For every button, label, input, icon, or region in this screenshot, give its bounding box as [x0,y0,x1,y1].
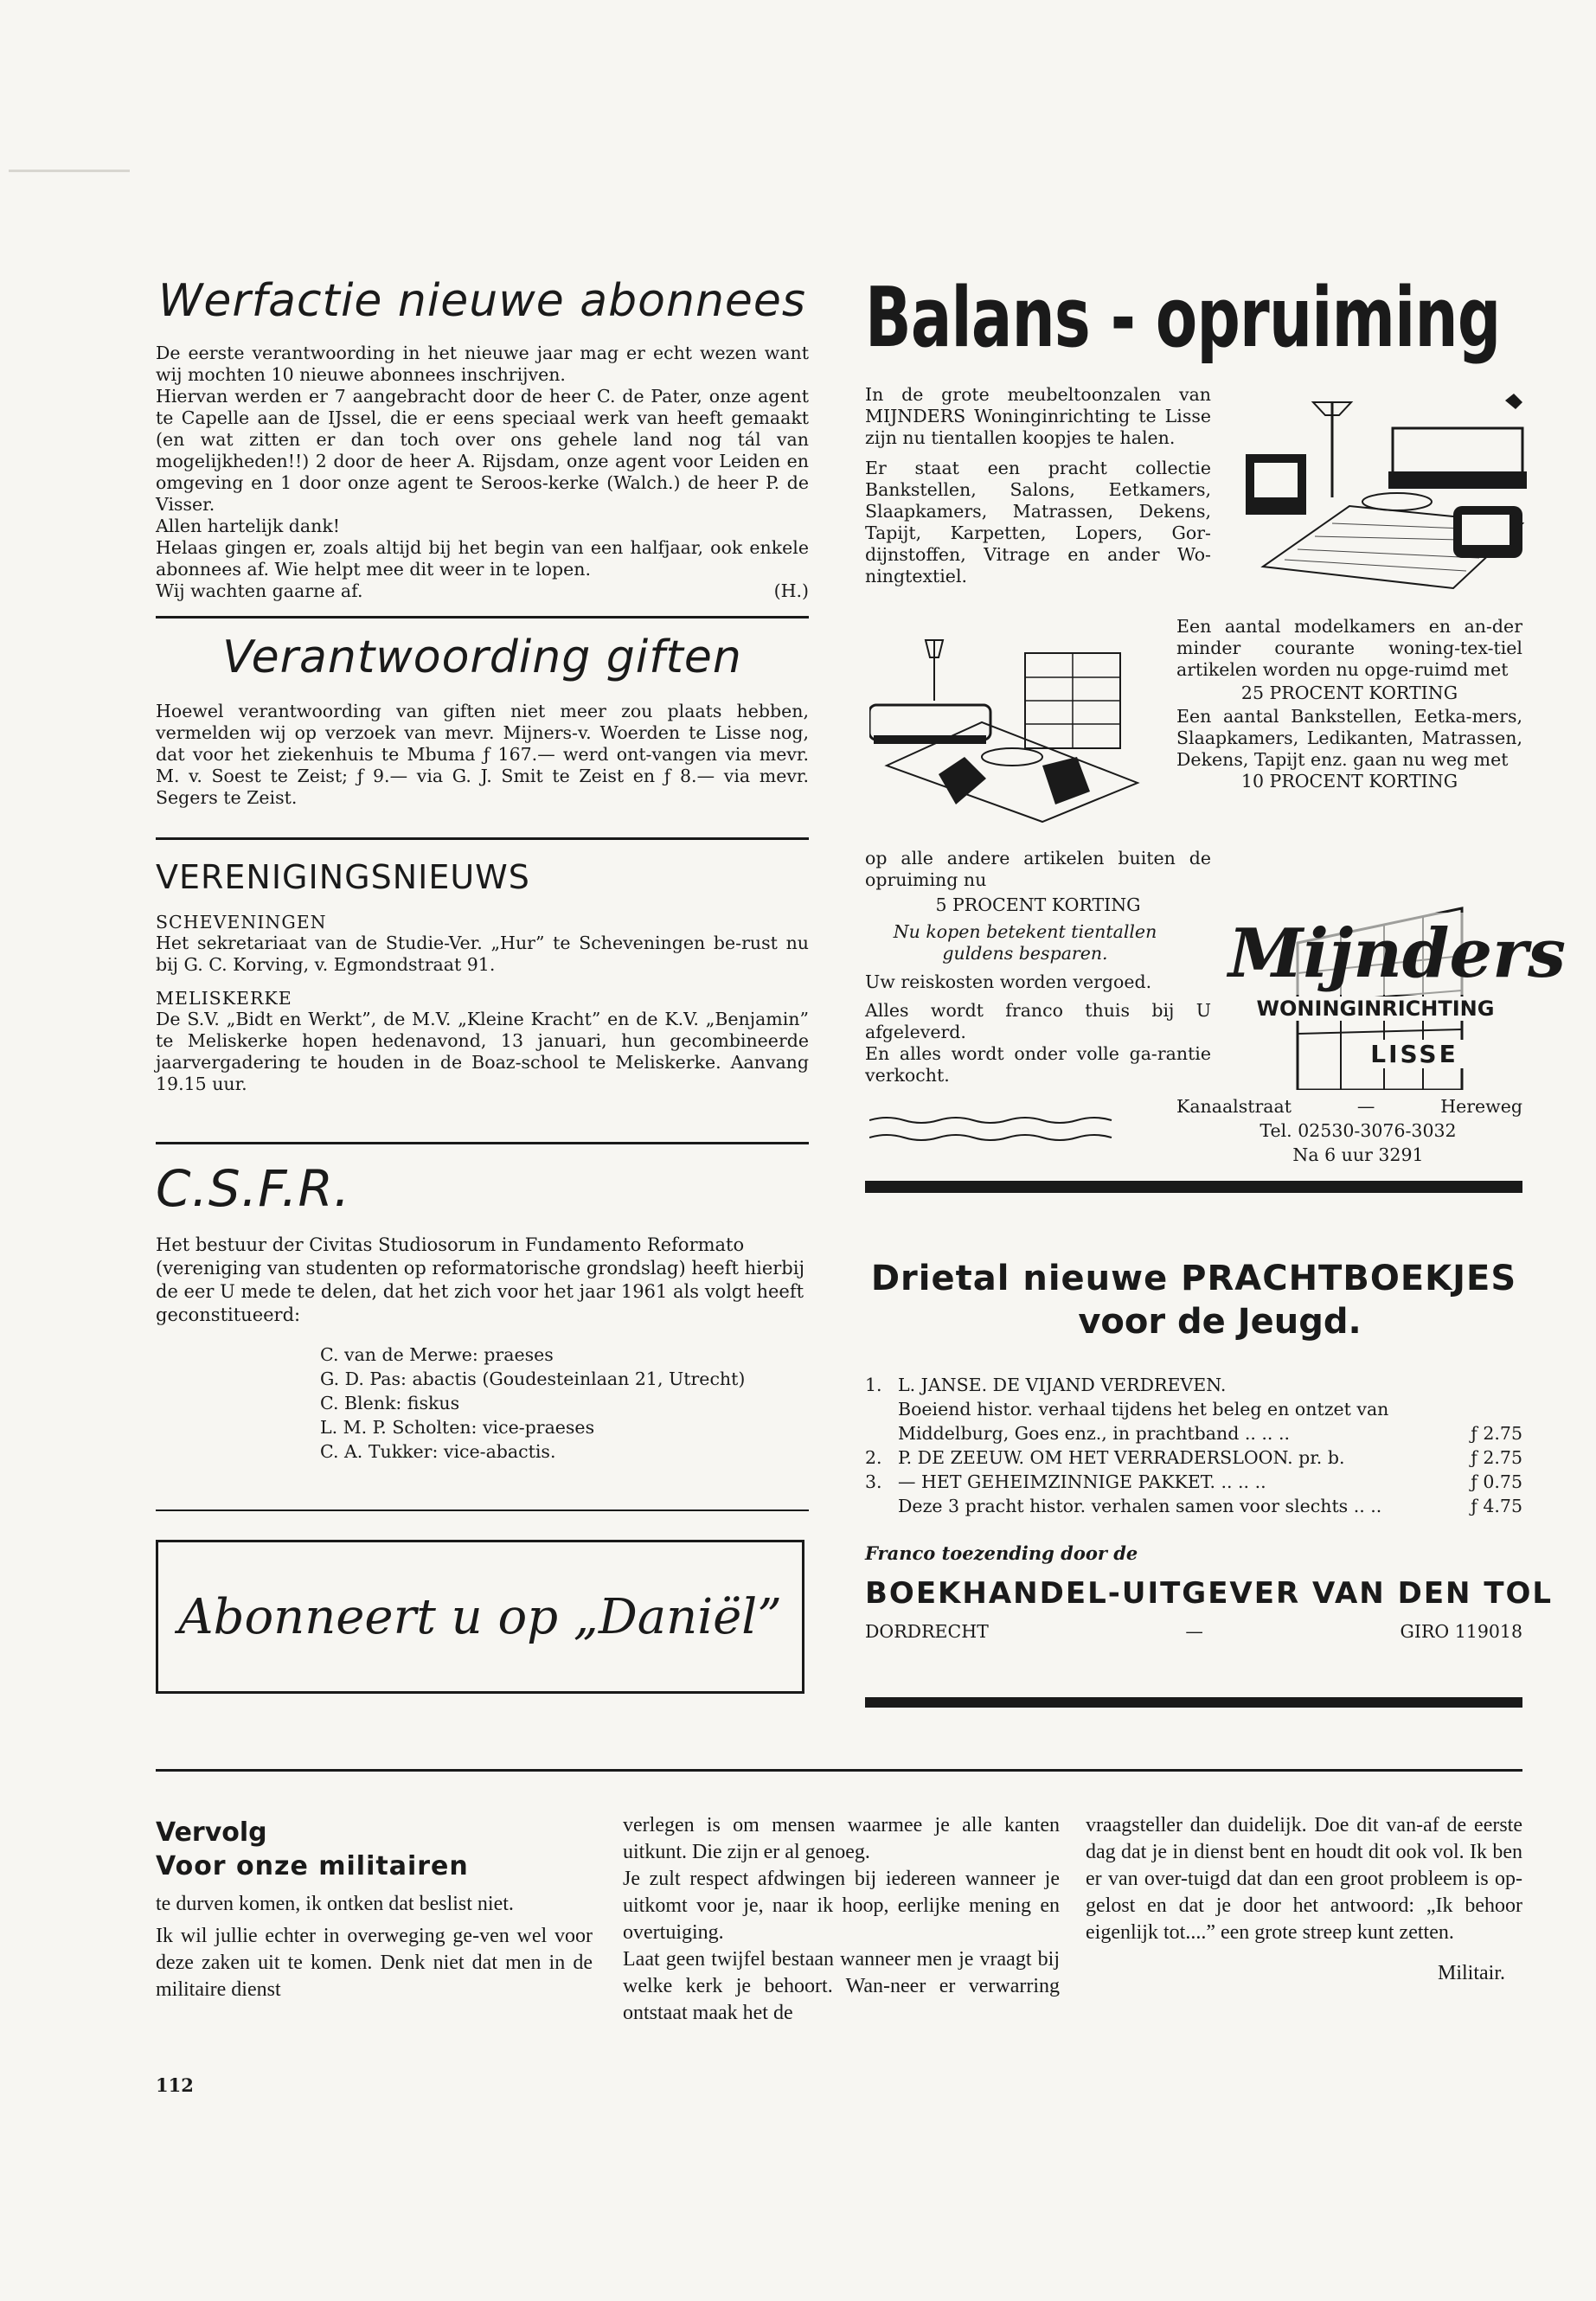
balans-overige [865,848,1211,1086]
balans-p9: En alles wordt onder volle ga-rantie verkocht. [865,1043,1211,1086]
bottom-signature: Militair. [1438,1962,1505,1984]
book-title: — HET GEHEIMZINNIGE PAKKET. .. .. .. [898,1471,1266,1492]
page-number: 112 [156,2074,194,2096]
book-price: ƒ 0.75 [1471,1471,1522,1492]
balans-p2: Er staat een pracht collectie Bankstellen, Salons, Eetkamers, Slaapkamers, Matrassen, Dekens, Tapijt, Karpetten, Lopers, Gor-dijnstoffen, Vitrage en ander Wo-ningtextiel. [865,458,1211,586]
mijnders-logo-name: Mijnders [1228,914,1567,993]
address-dash: — [1356,1096,1375,1117]
balans-intro [865,384,1211,587]
werfactie-title: Werfactie nieuwe abonnees [158,275,806,327]
werfactie-p2: Hiervan werden er 7 aangebracht door de heer C. de Pater, onze agent te Capelle aan de IJssel, die er eens speciaal werk van heeft gemaakt (en wat zitten er dan toch over ons gehele land nog tál van mogelijkheden!!) 2 door de heer A. Rijsdam, onze agent voor Leiden en omgeving en 1 door onze agent te Seroos-kerke (Walch.) de heer P. de Visser. [156,386,809,515]
book-price: ƒ 2.75 [1471,1423,1522,1444]
rule-after-csfr [156,1509,809,1511]
vereniging-sub-meliskerke: MELISKERKE [156,988,292,1009]
militairen-heading: Voor onze militairen [156,1851,469,1881]
giften-body: Hoewel verantwoording van giften niet meer zou plaats hebben, vermelden wij op verzoek van mevr. Mijners-v. Woerden te Lisse nog, dat voor het ziekenhuis te Mbuma ƒ 167.— werd ont-vangen via mevr. M. v. Soest te Zeist; ƒ 9.— via G. J. Smit te Zeist en ƒ 8.— via mevr. Segers te Zeist. [156,701,809,808]
werfactie-p3: Allen hartelijk dank! [156,516,340,536]
living-room-illustration [1246,394,1531,593]
balans-p8: Alles wordt franco thuis bij U afgeleverd. [865,1000,1211,1042]
werfactie-body [156,343,809,602]
balans-p4: Een aantal Bankstellen, Eetka-mers, Slaapkamers, Ledikanten, Matrassen, Dekens, Tapijt enz. gaan nu weg met [1176,706,1522,770]
bottom-c1-p1: te durven komen, ik ontken dat beslist niet. [156,1893,514,1915]
book-price: ƒ 4.75 [1471,1496,1522,1516]
book-price: ƒ 2.75 [1471,1447,1522,1468]
address-tel: Tel. 02530-3076-3032 [1259,1120,1457,1141]
book-title: P. DE ZEEUW. OM HET VERRADERSLOON. pr. b. [898,1447,1345,1468]
balans-p1: In de grote meubeltoonzalen van MIJNDERS Woninginrichting te Lisse zijn nu tientallen koopjes te halen. [865,384,1211,448]
mijnders-logo-city: LISSE [1358,1040,1471,1068]
giften-section [156,631,809,809]
boekjes-dash: — [1185,1621,1203,1642]
address-place: Hereweg [1440,1096,1522,1117]
bottom-c3-p1: vraagsteller dan duidelijk. Doe dit van-af de eerste dag dat je in dienst bent en houdt dit ook vol. Ik ben er van over-tuigd dat dan een groot probleem is op-gelost en dat je door het antwoord: „Ik behoor eigenlijk tot....” een grote streep kunt zetten. [1086,1814,1522,1944]
book-price [1453,1397,1522,1421]
mijnders-logo [1228,891,1567,1090]
giften-title: Verantwoording giften [222,631,742,683]
csfr-member: C. van de Merwe: praeses [320,1344,554,1365]
wavy-lines [869,1112,1120,1146]
boekjes-title-1: Drietal nieuwe PRACHTBOEKJES [870,1259,1517,1298]
boekjes-section [865,1259,1554,1642]
balans-bottom-bar [865,1181,1522,1193]
balans-p7: Uw reiskosten worden vergoed. [865,971,1152,992]
address-night: Na 6 uur 3291 [1292,1144,1424,1165]
scan-mark [9,170,130,172]
boekjes-publisher: BOEKHANDEL-UITGEVER VAN DEN TOL [865,1576,1554,1611]
csfr-member-list [320,1343,809,1464]
csfr-body: Het bestuur der Civitas Studiosorum in Fundamento Reformato (vereniging van studenten op reformatorische grondslag) heeft hierbij de eer U mede te delen, dat het zich voor het jaar 1961 als volgt heeft geconstitueerd: [156,1234,804,1325]
csfr-member: C. Blenk: fiskus [320,1393,460,1413]
book-number [865,1421,898,1445]
book-number: 1. [865,1375,882,1395]
csfr-section [156,1159,809,1464]
book-bundle: Deze 3 pracht histor. verhalen samen voor slechts .. .. [898,1496,1382,1516]
bottom-c2-p2: Je zult respect afdwingen bij iedereen wanneer je uitkomt voor je, naar ik hoop, eerlijke mening en overtuiging. [623,1868,1060,1944]
werfactie-signature: (H.) [773,580,809,601]
abonneer-text: Abonneert u op „Daniël” [178,1588,782,1645]
boekjes-bottom-bar [865,1697,1522,1708]
rule-after-giften [156,837,809,840]
book-price [1453,1373,1522,1397]
vereniging-body-meliskerke: De S.V. „Bidt en Werkt”, de M.V. „Kleine Kracht” en de K.V. „Benjamin” te Meliskerke hopen hedenavond, 13 januari, hun gecombineerde jaarvergadering te houden in de Boaz-school te Meliskerke. Aanvang 19.15 uur. [156,1009,809,1094]
left-column [156,260,809,602]
werfactie-p1: De eerste verantwoording in het nieuwe jaar mag er echt wezen want wij mochten 10 nieuwe abonnees inschrijven. [156,343,809,385]
csfr-member: G. D. Pas: abactis (Goudesteinlaan 21, Utrecht) [320,1368,746,1389]
balans-p6: Nu kopen betekent tientallen guldens besparen. [893,921,1157,964]
csfr-title: C.S.F.R. [156,1159,351,1218]
balans-p3: Een aantal modelkamers en an-der minder courante woning-tex-tiel artikelen worden nu opge-ruimd met [1176,616,1522,680]
vereniging-sub-scheveningen: SCHEVENINGEN [156,912,327,933]
mijnders-address [1176,1094,1522,1167]
vervolg-heading: Vervolg [156,1817,267,1848]
model-room-illustration [869,627,1146,826]
book-number: 2. [865,1447,882,1468]
mijnders-logo-sub: WONINGINRICHTING [1228,997,1522,1021]
balans-modelkamers [1176,616,1522,792]
book-number: 3. [865,1471,882,1492]
book-number [865,1494,898,1518]
book-number [865,1397,898,1421]
book-desc: Middelburg, Goes enz., in prachtband .. .. .. [898,1423,1290,1444]
bottom-col-3 [1086,1812,1522,1987]
vereniging-body-scheveningen: Het sekretariaat van de Studie-Ver. „Hur” te Scheveningen be-rust nu bij G. C. Korving, v. Egmondstraat 91. [156,933,809,975]
abonneer-box [156,1540,804,1694]
rule-after-werfactie [156,616,809,619]
bottom-c2-p3: Laat geen twijfel bestaan wanneer men je vraagt bij welke kerk je behoort. Wan-neer er verwarring ontstaat maak het de [623,1948,1060,2024]
csfr-member: L. M. P. Scholten: vice-praeses [320,1417,595,1438]
boekjes-city: DORDRECHT [865,1621,989,1642]
korting-25: 25 PROCENT KORTING [1240,683,1458,703]
bottom-c2-p1: verlegen is om mensen waarmee je alle kanten uitkunt. Die zijn er al genoeg. [623,1814,1060,1863]
balans-title: Balans - opruiming [865,271,1501,366]
boekjes-franco: Franco toezending door de [865,1542,1138,1564]
boekjes-title-2: voor de Jeugd. [1078,1302,1362,1342]
boekjes-giro: GIRO 119018 [1400,1621,1522,1642]
book-desc: Boeiend histor. verhaal tijdens het beleg en ontzet van [898,1399,1389,1420]
rule-full-width [156,1769,1522,1772]
rule-after-vereniging [156,1142,809,1144]
korting-10: 10 PROCENT KORTING [1240,771,1458,792]
bottom-c1-p2: Ik wil jullie echter in overweging ge-ven wel voor deze zaken uit te komen. Denk niet dat men in de militaire dienst [156,1925,593,2001]
bottom-col-1 [156,1817,593,2003]
book-title: L. JANSE. DE VIJAND VERDREVEN. [898,1375,1227,1395]
werfactie-p5: Wij wachten gaarne af. [156,580,363,601]
korting-5: 5 PROCENT KORTING [935,894,1141,915]
vereniging-section [156,858,809,1095]
vereniging-title: VERENIGINGSNIEUWS [156,858,530,896]
bottom-col-2 [623,1812,1060,2027]
werfactie-p4: Helaas gingen er, zoals altijd bij het begin van een halfjaar, ook enkele abonnees af. Wie helpt mee dit weer in te lopen. [156,537,809,580]
csfr-member: C. A. Tukker: vice-abactis. [320,1441,556,1462]
address-street: Kanaalstraat [1176,1096,1292,1117]
balans-p5: op alle andere artikelen buiten de opruiming nu [865,848,1211,890]
